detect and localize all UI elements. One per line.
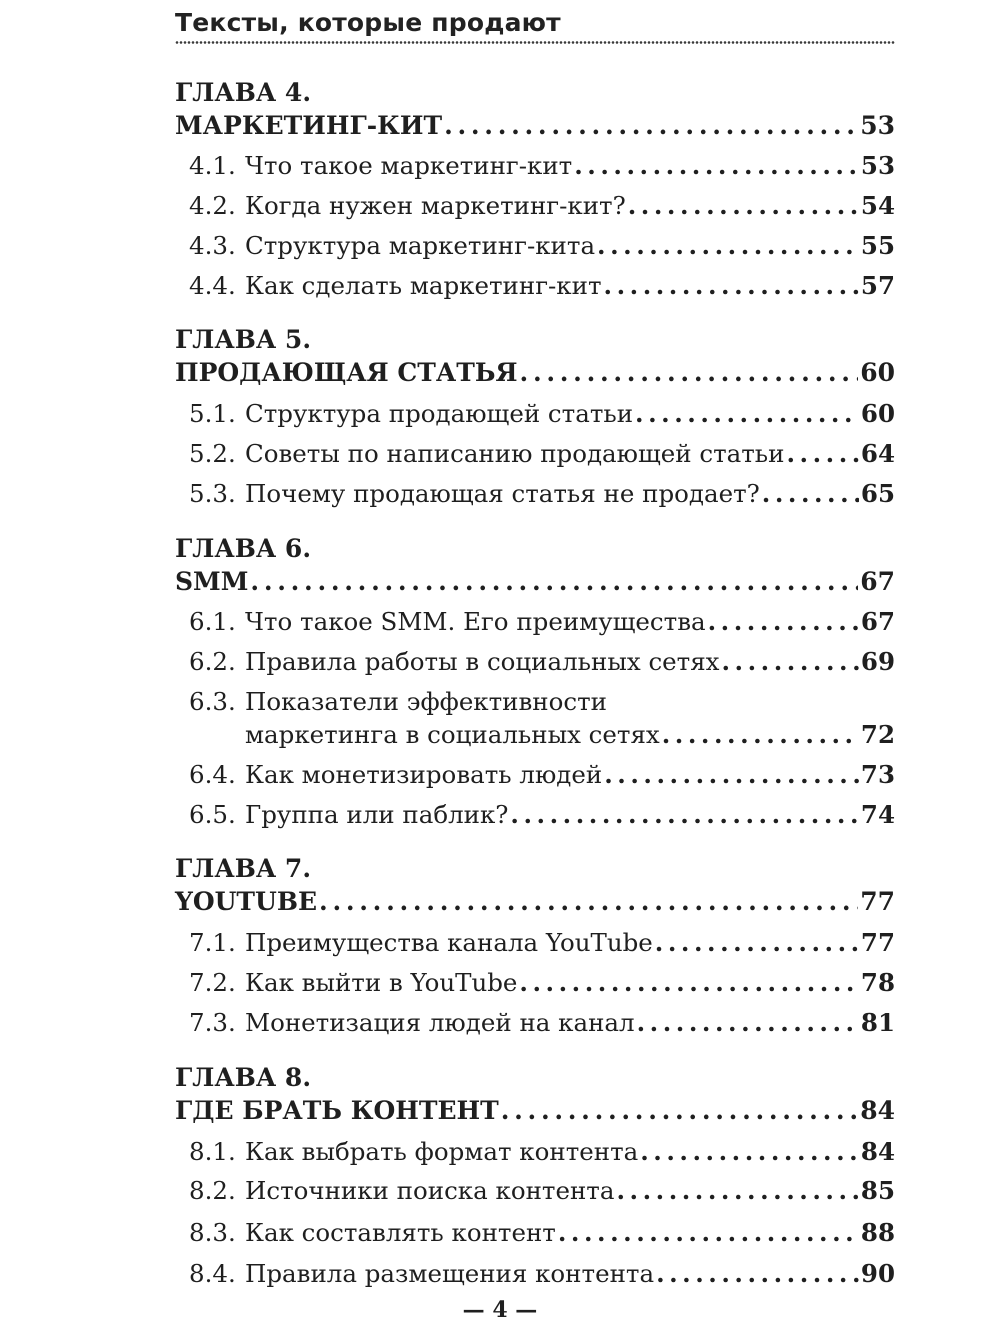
section-number: 8.4.: [189, 1259, 236, 1288]
section-number: 8.3.: [189, 1218, 236, 1247]
chapter-entry[interactable]: [175, 111, 895, 141]
chapter-title: ПРОДАЮЩАЯ СТАТЬЯ: [175, 358, 518, 387]
section-entry[interactable]: [175, 271, 895, 301]
page-number: 72: [860, 720, 895, 749]
page-number: 85: [860, 1176, 895, 1205]
section-title: Как выйти в YouTube: [245, 968, 518, 997]
section-entry[interactable]: [175, 231, 895, 261]
chapter-title: МАРКЕТИНГ-КИТ: [175, 111, 443, 140]
section-entry[interactable]: [175, 760, 895, 790]
chapter-entry[interactable]: [175, 887, 895, 917]
page-number: 53: [860, 151, 895, 180]
chapter-title: YOUTUBE: [175, 887, 318, 916]
page-number: 57: [860, 271, 895, 300]
section-title-first-line[interactable]: [189, 687, 607, 717]
section-number: 4.1.: [189, 151, 236, 180]
section-number: 7.3.: [189, 1008, 236, 1037]
section-entry[interactable]: [175, 1176, 895, 1206]
section-number: 7.1.: [189, 928, 236, 957]
page-folio: — 4 —: [462, 1297, 538, 1323]
section-entry[interactable]: [175, 1008, 895, 1038]
dot-leader: [319, 887, 858, 917]
section-number: 7.2.: [189, 968, 236, 997]
dot-leader: [558, 1218, 859, 1248]
section-title: Советы по написанию продающей статьи: [245, 439, 785, 468]
section-number: 8.2.: [189, 1176, 236, 1205]
dot-leader: [722, 647, 859, 677]
dot-leader: [708, 607, 859, 637]
section-title: Преимущества канала YouTube: [245, 928, 653, 957]
chapter-entry[interactable]: [175, 567, 895, 597]
section-title: Группа или паблик?: [245, 800, 509, 829]
page-number: 69: [860, 647, 895, 676]
section-title: Что такое SMM. Его преимущества: [245, 607, 706, 636]
section-title: Как составлять контент: [245, 1218, 556, 1247]
dot-leader: [616, 1176, 858, 1206]
dot-leader: [628, 191, 859, 221]
header-dotted-rule: [175, 40, 895, 45]
section-entry[interactable]: [175, 399, 895, 429]
chapter-label: ГЛАВА 8.: [175, 1063, 312, 1092]
section-title: Как сделать маркетинг-кит: [245, 271, 602, 300]
dot-leader: [655, 928, 859, 958]
section-title: Как монетизировать людей: [245, 760, 603, 789]
dot-leader: [597, 231, 859, 261]
section-entry[interactable]: [175, 479, 895, 509]
section-entry[interactable]: [175, 1218, 895, 1248]
page-number: 77: [860, 887, 895, 916]
section-entry[interactable]: [175, 968, 895, 998]
page-number: 67: [860, 607, 895, 636]
section-number: 4.4.: [189, 271, 236, 300]
dot-leader: [510, 800, 858, 830]
page-number: 55: [860, 231, 895, 260]
page-number: 74: [860, 800, 895, 829]
dot-leader: [604, 760, 859, 790]
section-title: Источники поиска контента: [245, 1176, 615, 1205]
section-entry[interactable]: [175, 151, 895, 181]
dot-leader: [656, 1259, 859, 1289]
section-number: 6.1.: [189, 607, 236, 636]
page-number: 67: [860, 567, 895, 596]
section-entry[interactable]: [175, 607, 895, 637]
page-number: 84: [860, 1096, 895, 1125]
dot-leader: [637, 1008, 859, 1038]
page-number: 64: [860, 439, 895, 468]
section-title: маркетинга в социальных сетях: [245, 720, 660, 749]
section-number: 8.1.: [189, 1137, 236, 1166]
page-number: 90: [860, 1259, 895, 1288]
dot-leader: [662, 720, 859, 750]
section-title: Когда нужен маркетинг-кит?: [245, 191, 626, 220]
section-number: 6.3.: [189, 687, 236, 716]
page-number: 65: [860, 479, 895, 508]
dot-leader: [635, 399, 859, 429]
dot-leader: [501, 1096, 858, 1126]
chapter-title: ГДЕ БРАТЬ КОНТЕНТ: [175, 1096, 499, 1125]
page-number: 54: [860, 191, 895, 220]
running-head: Тексты, которые продают: [175, 8, 561, 37]
page-number: 84: [860, 1137, 895, 1166]
page-number: 88: [860, 1218, 895, 1247]
section-number: 4.3.: [189, 231, 236, 260]
chapter-title: SMM: [175, 567, 249, 596]
section-title: Структура продающей статьи: [245, 399, 634, 428]
section-entry[interactable]: [175, 439, 895, 469]
chapter-label: ГЛАВА 6.: [175, 534, 312, 563]
page-number: 60: [860, 358, 895, 387]
section-title: Почему продающая статья не продает?: [245, 479, 760, 508]
section-entry[interactable]: [175, 191, 895, 221]
dot-leader: [519, 968, 858, 998]
page-number: 60: [860, 399, 895, 428]
dot-leader: [444, 111, 858, 141]
section-entry[interactable]: [175, 928, 895, 958]
section-title: Правила работы в социальных сетях: [245, 647, 720, 676]
page-number: 77: [860, 928, 895, 957]
chapter-label: ГЛАВА 4.: [175, 78, 312, 107]
dot-leader: [640, 1137, 859, 1167]
section-number: 5.1.: [189, 399, 236, 428]
section-entry[interactable]: [175, 1137, 895, 1167]
page-number: 78: [860, 968, 895, 997]
section-number: 6.2.: [189, 647, 236, 676]
section-title: Что такое маркетинг-кит: [245, 151, 573, 180]
chapter-label: ГЛАВА 5.: [175, 325, 312, 354]
section-title: Монетизация людей на канал: [245, 1008, 635, 1037]
dot-leader: [574, 151, 859, 181]
dot-leader: [786, 439, 858, 469]
section-title: Как выбрать формат контента: [245, 1137, 639, 1166]
section-number: 4.2.: [189, 191, 236, 220]
section-number: 5.2.: [189, 439, 236, 468]
dot-leader: [762, 479, 859, 509]
dot-leader: [604, 271, 859, 301]
chapter-entry[interactable]: [175, 1096, 895, 1126]
dot-leader: [250, 567, 858, 597]
section-entry[interactable]: [175, 647, 895, 677]
chapter-entry[interactable]: [175, 358, 895, 388]
chapter-label: ГЛАВА 7.: [175, 854, 312, 883]
section-number: 6.4.: [189, 760, 236, 789]
section-entry[interactable]: [175, 1259, 895, 1289]
section-title: Правила размещения контента: [245, 1259, 655, 1288]
dot-leader: [520, 358, 859, 388]
page-number: 81: [860, 1008, 895, 1037]
section-number: 5.3.: [189, 479, 236, 508]
section-title-line1: Показатели эффективности: [245, 687, 607, 716]
section-title: Структура маркетинг-кита: [245, 231, 596, 260]
section-number: 6.5.: [189, 800, 236, 829]
section-entry[interactable]: [175, 800, 895, 830]
page-number: 53: [860, 111, 895, 140]
section-entry[interactable]: [175, 720, 895, 750]
page-number: 73: [860, 760, 895, 789]
